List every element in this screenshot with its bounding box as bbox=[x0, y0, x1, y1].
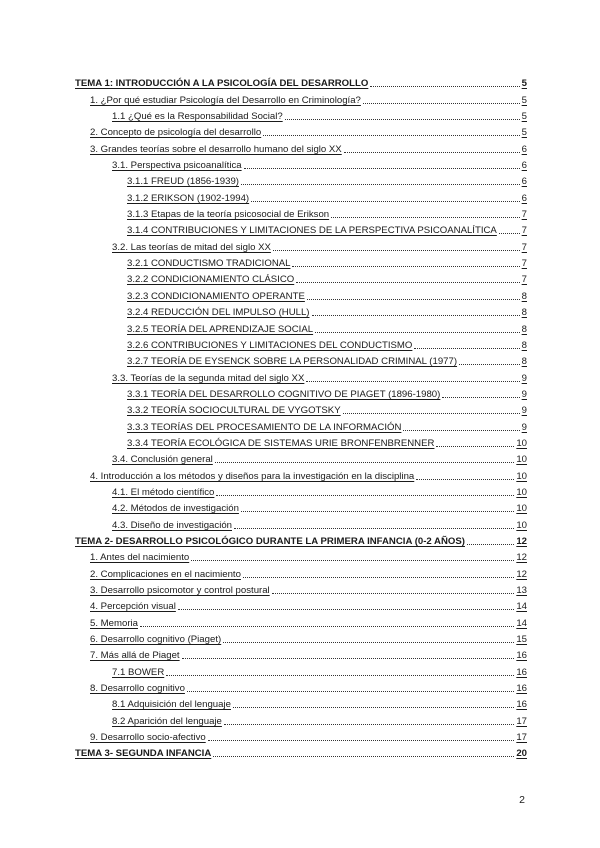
toc-entry-title[interactable]: 3.1.1 FREUD (1856-1939) bbox=[127, 176, 239, 188]
toc-entry-page[interactable]: 12 bbox=[516, 535, 527, 547]
toc-entry-page[interactable]: 16 bbox=[516, 683, 527, 695]
toc-entry-title[interactable]: 3.2. Las teorías de mitad del siglo XX bbox=[112, 241, 271, 253]
toc-entry-title[interactable]: 3.3.4 TEORÍA ECOLÓGICA DE SISTEMAS URIE BRONFENBRENNER bbox=[127, 437, 435, 449]
toc-entry-title[interactable]: 3.1.4 CONTRIBUCIONES Y LIMITACIONES DE LA PERSPECTIVA PSICOANALÍTICA bbox=[127, 225, 497, 237]
toc-entry-page[interactable]: 8 bbox=[521, 307, 527, 319]
toc-entry-page[interactable]: 7 bbox=[521, 241, 527, 253]
toc-leader-dots bbox=[224, 723, 514, 725]
toc-entry-page[interactable]: 8 bbox=[521, 356, 527, 368]
toc-leader-dots bbox=[416, 478, 514, 480]
toc-entry-page[interactable]: 8 bbox=[521, 290, 527, 302]
toc-entry-title[interactable]: 3.2.5 TEORÍA DEL APRENDIZAJE SOCIAL bbox=[127, 323, 314, 335]
toc-entry-title[interactable]: 3.3.2 TEORÍA SOCIOCULTURAL DE VYGOTSKY bbox=[127, 405, 341, 417]
toc-entry-page[interactable]: 17 bbox=[516, 715, 527, 727]
toc-leader-dots bbox=[467, 543, 514, 545]
toc-entry-page[interactable]: 20 bbox=[516, 748, 527, 760]
toc-entry-page[interactable]: 6 bbox=[521, 192, 527, 204]
toc-entry-title[interactable]: 8.2 Aparición del lenguaje bbox=[112, 715, 222, 727]
toc-leader-dots bbox=[272, 592, 515, 594]
toc-entry-title[interactable]: 3.3.1 TEORÍA DEL DESARROLLO COGNITIVO DE PIAGET (1896-1980) bbox=[127, 388, 441, 400]
toc-leader-dots bbox=[215, 461, 515, 463]
toc-leader-dots bbox=[263, 134, 519, 136]
toc-leader-dots bbox=[243, 576, 514, 578]
toc-entry[interactable] bbox=[75, 679, 527, 695]
toc-entry-title[interactable]: 3.1.2 ERIKSON (1902-1994) bbox=[127, 192, 250, 204]
toc-entry-page[interactable]: 10 bbox=[516, 503, 527, 515]
toc-entry-page[interactable]: 10 bbox=[516, 437, 527, 449]
toc-leader-dots bbox=[273, 249, 520, 251]
toc-entry-page[interactable]: 6 bbox=[521, 176, 527, 188]
toc-leader-dots bbox=[436, 445, 514, 447]
toc-entry-page[interactable]: 7 bbox=[521, 258, 527, 270]
toc-entry-title[interactable]: 5. Memoria bbox=[90, 617, 138, 629]
toc-entry-title[interactable]: 4. Introducción a los métodos y diseños para la investigación en la disciplina bbox=[90, 470, 415, 482]
toc-entry[interactable] bbox=[75, 221, 527, 237]
toc-entry-title[interactable]: 7.1 BOWER bbox=[112, 666, 165, 678]
toc-entry-page[interactable]: 8 bbox=[521, 323, 527, 335]
toc-entry[interactable] bbox=[75, 123, 527, 139]
toc-entry[interactable] bbox=[75, 319, 527, 335]
toc-entry[interactable] bbox=[75, 434, 527, 450]
toc-entry[interactable] bbox=[75, 74, 527, 90]
toc-entry-title[interactable]: 1.1 ¿Qué es la Responsabilidad Social? bbox=[112, 111, 283, 123]
toc-entry-page[interactable]: 14 bbox=[516, 617, 527, 629]
toc-leader-dots bbox=[233, 706, 514, 708]
toc-entry-page[interactable]: 15 bbox=[516, 634, 527, 646]
toc-entry-title[interactable]: 6. Desarrollo cognitivo (Piaget) bbox=[90, 634, 222, 646]
toc-entry[interactable] bbox=[75, 597, 527, 613]
toc-entry[interactable] bbox=[75, 564, 527, 580]
toc-entry[interactable] bbox=[75, 254, 527, 270]
toc-entry-page[interactable]: 7 bbox=[521, 225, 527, 237]
toc-entry[interactable] bbox=[75, 728, 527, 744]
toc-entry[interactable] bbox=[75, 630, 527, 646]
toc-entry-title[interactable]: 1. Antes del nacimiento bbox=[90, 552, 190, 564]
toc-entry-page[interactable]: 5 bbox=[521, 78, 527, 90]
toc-entry-page[interactable]: 6 bbox=[521, 160, 527, 172]
toc-entry-page[interactable]: 9 bbox=[521, 405, 527, 417]
toc-leader-dots bbox=[344, 151, 520, 153]
toc-leader-dots bbox=[241, 510, 514, 512]
toc-entry-page[interactable]: 14 bbox=[516, 601, 527, 613]
toc-entry[interactable] bbox=[75, 499, 527, 515]
toc-entry[interactable] bbox=[75, 515, 527, 531]
toc-leader-dots bbox=[234, 527, 514, 529]
toc-entry[interactable] bbox=[75, 483, 527, 499]
toc-leader-dots bbox=[187, 690, 514, 692]
toc-entry-title[interactable]: 4.2. Métodos de investigación bbox=[112, 503, 239, 515]
toc-entry[interactable] bbox=[75, 401, 527, 417]
toc-leader-dots bbox=[251, 200, 520, 202]
toc-leader-dots bbox=[315, 331, 520, 333]
toc-entry[interactable] bbox=[75, 90, 527, 106]
toc-leader-dots bbox=[312, 314, 520, 316]
toc-entry-title[interactable]: 3.1. Perspectiva psicoanalítica bbox=[112, 160, 242, 172]
toc-entry-page[interactable]: 10 bbox=[516, 519, 527, 531]
toc-leader-dots bbox=[140, 625, 514, 627]
toc-entry-page[interactable]: 16 bbox=[516, 699, 527, 711]
toc-leader-dots bbox=[292, 265, 519, 267]
toc-entry-page[interactable]: 5 bbox=[521, 111, 527, 123]
toc-entry[interactable] bbox=[75, 270, 527, 286]
toc-entry-page[interactable]: 16 bbox=[516, 650, 527, 662]
toc-entry-title[interactable]: 3.3.3 TEORÍAS DEL PROCESAMIENTO DE LA INFORMACIÓN bbox=[127, 421, 402, 433]
toc-entry-page[interactable]: 5 bbox=[521, 127, 527, 139]
toc-entry-title[interactable]: 2. Concepto de psicología del desarrollo bbox=[90, 127, 262, 139]
toc-entry-page[interactable]: 10 bbox=[516, 454, 527, 466]
toc-leader-dots bbox=[306, 380, 519, 382]
toc-entry[interactable] bbox=[75, 417, 527, 433]
toc-entry-page[interactable]: 5 bbox=[521, 94, 527, 106]
toc-entry-title[interactable]: 1. ¿Por qué estudiar Psicología del Desarrollo en Criminología? bbox=[90, 94, 361, 106]
toc-leader-dots bbox=[213, 755, 514, 757]
toc-entry-page[interactable]: 7 bbox=[521, 274, 527, 286]
toc-entry[interactable] bbox=[75, 107, 527, 123]
toc-entry[interactable] bbox=[75, 646, 527, 662]
toc-entry-title[interactable]: 3.2.7 TEORÍA DE EYSENCK SOBRE LA PERSONALIDAD CRIMINAL (1977) bbox=[127, 356, 458, 368]
toc-leader-dots bbox=[216, 494, 514, 496]
toc-leader-dots bbox=[166, 674, 514, 676]
toc-entry-title[interactable]: 8. Desarrollo cognitivo bbox=[90, 683, 185, 695]
toc-leader-dots bbox=[285, 118, 520, 120]
toc-entry-title[interactable]: 3.3. Teorías de la segunda mitad del siglo XX bbox=[112, 372, 305, 384]
toc-leader-dots bbox=[414, 347, 519, 349]
toc-entry[interactable] bbox=[75, 385, 527, 401]
toc-entry-page[interactable]: 9 bbox=[521, 421, 527, 433]
toc-entry-title[interactable]: 3.2.4 REDUCCIÓN DEL IMPULSO (HULL) bbox=[127, 307, 310, 319]
toc-entry-title[interactable]: 9. Desarrollo socio-afectivo bbox=[90, 732, 206, 744]
toc-entry-page[interactable]: 12 bbox=[516, 568, 527, 580]
toc-entry-title[interactable]: 3.2.1 CONDUCTISMO TRADICIONAL bbox=[127, 258, 291, 270]
toc-entry-page[interactable]: 9 bbox=[521, 372, 527, 384]
toc-entry-page[interactable]: 12 bbox=[516, 552, 527, 564]
toc-leader-dots bbox=[363, 102, 520, 104]
toc-entry[interactable] bbox=[75, 466, 527, 482]
toc-leader-dots bbox=[208, 739, 515, 741]
toc-entry[interactable] bbox=[75, 139, 527, 155]
toc-entry[interactable] bbox=[75, 352, 527, 368]
toc-entry[interactable] bbox=[75, 286, 527, 302]
toc-entry[interactable] bbox=[75, 711, 527, 727]
toc-leader-dots bbox=[223, 641, 514, 643]
toc-entry[interactable] bbox=[75, 205, 527, 221]
toc-leader-dots bbox=[241, 183, 520, 185]
toc-entry[interactable] bbox=[75, 662, 527, 678]
toc-entry-title[interactable]: 4.1. El método científico bbox=[112, 486, 215, 498]
toc-entry[interactable] bbox=[75, 368, 527, 384]
toc-leader-dots bbox=[296, 281, 519, 283]
toc-entry[interactable] bbox=[75, 581, 527, 597]
toc-leader-dots bbox=[182, 657, 515, 659]
toc-leader-dots bbox=[442, 396, 519, 398]
toc-entry-page[interactable]: 16 bbox=[516, 666, 527, 678]
toc-entry-title[interactable]: 3. Grandes teorías sobre el desarrollo humano del siglo XX bbox=[90, 143, 342, 155]
toc-entry[interactable] bbox=[75, 188, 527, 204]
toc-entry-title[interactable]: 3.1.3 Etapas de la teoría psicosocial de Erikson bbox=[127, 209, 330, 221]
toc-leader-dots bbox=[307, 298, 520, 300]
page-number: 2 bbox=[519, 794, 525, 806]
toc-entry[interactable] bbox=[75, 450, 527, 466]
toc-leader-dots bbox=[191, 559, 514, 561]
toc-leader-dots bbox=[343, 412, 520, 414]
toc-entry-title[interactable]: 2. Complicaciones en el nacimiento bbox=[90, 568, 241, 580]
toc-leader-dots bbox=[331, 216, 520, 218]
toc-entry-title[interactable]: TEMA 2- DESARROLLO PSICOLÓGICO DURANTE LA PRIMERA INFANCIA (0-2 AÑOS) bbox=[75, 535, 465, 547]
toc-entry[interactable] bbox=[75, 744, 527, 760]
toc-entry-page[interactable]: 6 bbox=[521, 143, 527, 155]
toc-entry-title[interactable]: TEMA 3- SEGUNDA INFANCIA bbox=[75, 748, 212, 760]
toc-entry-page[interactable]: 9 bbox=[521, 388, 527, 400]
toc-leader-dots bbox=[370, 85, 519, 87]
toc-leader-dots bbox=[244, 167, 520, 169]
toc-entry-page[interactable]: 17 bbox=[516, 732, 527, 744]
toc-leader-dots bbox=[178, 608, 514, 610]
table-of-contents bbox=[75, 74, 527, 760]
toc-entry[interactable] bbox=[75, 532, 527, 548]
toc-entry-title[interactable]: 4. Percepción visual bbox=[90, 601, 176, 613]
toc-leader-dots bbox=[459, 363, 520, 365]
toc-entry[interactable] bbox=[75, 613, 527, 629]
toc-entry-title[interactable]: 3.2.6 CONTRIBUCIONES Y LIMITACIONES DEL CONDUCTISMO bbox=[127, 339, 413, 351]
toc-entry-page[interactable]: 10 bbox=[516, 486, 527, 498]
toc-entry[interactable] bbox=[75, 336, 527, 352]
toc-entry[interactable] bbox=[75, 156, 527, 172]
toc-entry-title[interactable]: 8.1 Adquisición del lenguaje bbox=[112, 699, 231, 711]
toc-entry-page[interactable]: 13 bbox=[516, 585, 527, 596]
toc-leader-dots bbox=[403, 429, 519, 431]
toc-entry-title[interactable]: 7. Más allá de Piaget bbox=[90, 650, 180, 662]
toc-entry-page[interactable]: 8 bbox=[521, 339, 527, 351]
toc-entry-title[interactable]: 3. Desarrollo psicomotor y control postural bbox=[90, 585, 270, 596]
toc-entry[interactable] bbox=[75, 548, 527, 564]
toc-entry-title[interactable]: 3.2.3 CONDICIONAMIENTO OPERANTE bbox=[127, 290, 305, 302]
toc-entry-page[interactable]: 7 bbox=[521, 209, 527, 221]
toc-entry[interactable] bbox=[75, 695, 527, 711]
toc-entry-title[interactable]: 4.3. Diseño de investigación bbox=[112, 519, 232, 531]
toc-leader-dots bbox=[499, 232, 520, 234]
toc-entry[interactable] bbox=[75, 237, 527, 253]
toc-entry-title[interactable]: 3.4. Conclusión general bbox=[112, 454, 213, 466]
toc-entry-page[interactable]: 10 bbox=[516, 470, 527, 482]
toc-entry-title[interactable]: 3.2.2 CONDICIONAMIENTO CLÁSICO bbox=[127, 274, 295, 286]
toc-entry[interactable] bbox=[75, 303, 527, 319]
toc-entry[interactable] bbox=[75, 172, 527, 188]
toc-entry-title[interactable]: TEMA 1: INTRODUCCIÓN A LA PSICOLOGÍA DEL DESARROLLO bbox=[75, 78, 369, 90]
